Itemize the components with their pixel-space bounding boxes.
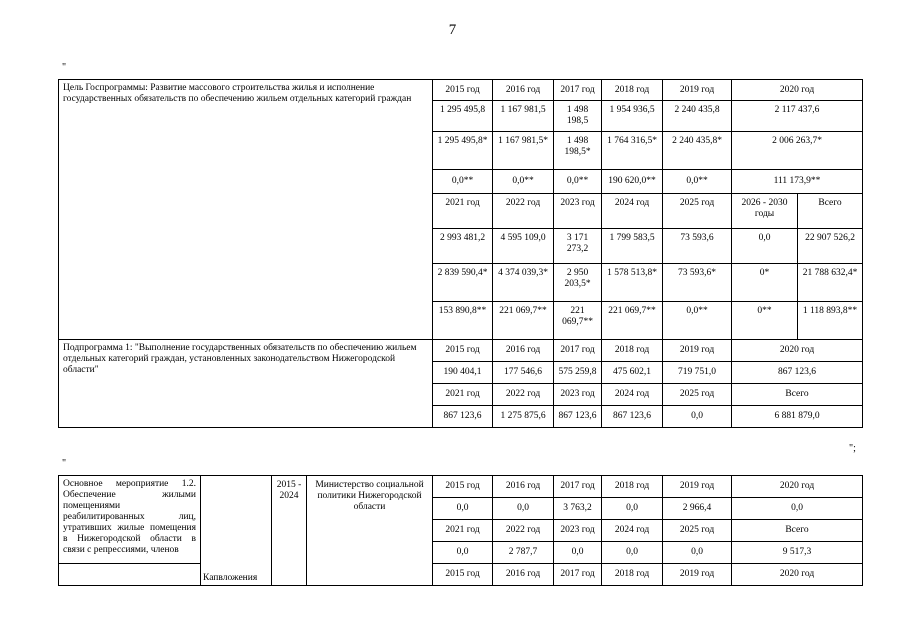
page-number: 7 (448, 22, 457, 38)
value-cell: 73 593,6* (663, 264, 732, 302)
value-cell: 1 764 316,5* (602, 132, 663, 170)
subprogram-1-title: Подпрограмма 1: "Выполнение государственных обязательств по обеспечению жильем отдельных категорий граждан, установленных законодательством Нижегородской области" (59, 340, 433, 428)
value-cell: 1 167 981,5* (493, 132, 554, 170)
value-cell: 0,0 (433, 498, 493, 520)
year-header: 2019 год (663, 80, 732, 101)
capital-investment-label: Капвложения (201, 564, 272, 586)
year-header: 2021 год (433, 520, 493, 542)
value-cell: 0* (732, 264, 798, 302)
value-cell: 2 950 203,5* (554, 264, 602, 302)
value-cell: 1 578 513,8* (602, 264, 663, 302)
value-cell: 0,0 (663, 542, 732, 564)
year-header: 2020 год (732, 340, 863, 362)
value-cell: 0,0 (433, 542, 493, 564)
year-header: 2020 год (732, 80, 863, 101)
responsible-ministry: Министерство социальной политики Нижегородской области (307, 476, 433, 586)
total-header: Всего (732, 520, 863, 542)
year-header: 2015 год (433, 564, 493, 586)
value-cell: 1 799 583,5 (602, 229, 663, 264)
goal-financing-table (58, 79, 863, 428)
year-header: 2017 год (554, 476, 602, 498)
value-cell: 221 069,7** (493, 302, 554, 340)
value-cell: 2 839 590,4* (433, 264, 493, 302)
year-header: 2022 год (493, 384, 554, 406)
value-cell: 9 517,3 (732, 542, 863, 564)
value-cell: 867 123,6 (433, 406, 493, 428)
year-header: 2023 год (554, 520, 602, 542)
year-header: 2019 год (663, 476, 732, 498)
value-cell: 0,0 (602, 542, 663, 564)
value-cell: 221 069,7** (554, 302, 602, 340)
value-cell: 2 993 481,2 (433, 229, 493, 264)
value-cell: 2 006 263,7* (732, 132, 863, 170)
year-header: 2021 год (433, 384, 493, 406)
main-event-description: Основное мероприятие 1.2. Обеспечение жилыми помещениями реабилитированных лиц, утративших жилые помещения в Нижегородской области в связи с репрессиями, членов (59, 476, 201, 564)
year-header: 2023 год (554, 194, 602, 229)
value-cell: 867 123,6 (732, 362, 863, 384)
value-cell: 0** (732, 302, 798, 340)
year-header: 2025 год (663, 194, 732, 229)
total-header: Всего (798, 194, 863, 229)
year-header: 2024 год (602, 384, 663, 406)
value-cell: 4 374 039,3* (493, 264, 554, 302)
value-cell: 1 295 495,8 (433, 101, 493, 132)
opening-quote: " (62, 458, 67, 469)
year-header: 2025 год (663, 520, 732, 542)
value-cell: 3 763,2 (554, 498, 602, 520)
year-header: 2024 год (602, 520, 663, 542)
value-cell: 4 595 109,0 (493, 229, 554, 264)
value-cell: 1 295 495,8* (433, 132, 493, 170)
value-cell: 0,0 (663, 406, 732, 428)
value-cell: 575 259,8 (554, 362, 602, 384)
empty-cell (59, 564, 201, 586)
value-cell: 867 123,6 (602, 406, 663, 428)
year-header: 2018 год (602, 340, 663, 362)
value-cell: 1 498 198,5* (554, 132, 602, 170)
value-cell: 867 123,6 (554, 406, 602, 428)
year-header: 2019 год (663, 564, 732, 586)
value-cell: 111 173,9** (732, 170, 863, 194)
year-header: 2017 год (554, 340, 602, 362)
value-cell: 190 404,1 (433, 362, 493, 384)
value-cell: 0,0** (493, 170, 554, 194)
year-header: 2018 год (602, 476, 663, 498)
year-header: 2023 год (554, 384, 602, 406)
value-cell: 2 240 435,8 (663, 101, 732, 132)
year-header: 2022 год (493, 520, 554, 542)
closing-quote: "; (849, 443, 856, 454)
value-cell: 2 966,4 (663, 498, 732, 520)
event-period: 2015 - 2024 (272, 476, 307, 586)
value-cell: 1 954 936,5 (602, 101, 663, 132)
year-header: 2020 год (732, 564, 863, 586)
year-header: 2016 год (493, 340, 554, 362)
value-cell: 6 881 879,0 (732, 406, 863, 428)
program-goal: Цель Госпрограммы: Развитие массового строительства жилья и исполнение государственных обязательств по обеспечению жильем отдельных категорий граждан (59, 80, 433, 340)
total-header: Всего (732, 384, 863, 406)
value-cell: 2 787,7 (493, 542, 554, 564)
empty-cell (201, 476, 272, 564)
year-header: 2015 год (433, 80, 493, 101)
value-cell: 73 593,6 (663, 229, 732, 264)
value-cell: 0,0 (732, 229, 798, 264)
year-header: 2022 год (493, 194, 554, 229)
year-header: 2017 год (554, 80, 602, 101)
year-header: 2025 год (663, 384, 732, 406)
year-header: 2018 год (602, 80, 663, 101)
value-cell: 1 118 893,8** (798, 302, 863, 340)
value-cell: 21 788 632,4* (798, 264, 863, 302)
year-header: 2021 год (433, 194, 493, 229)
value-cell: 1 275 875,6 (493, 406, 554, 428)
year-header: 2018 год (602, 564, 663, 586)
year-header: 2020 год (732, 476, 863, 498)
value-cell: 475 602,1 (602, 362, 663, 384)
value-cell: 0,0** (433, 170, 493, 194)
value-cell: 1 167 981,5 (493, 101, 554, 132)
value-cell: 0,0 (554, 542, 602, 564)
year-header: 2016 год (493, 80, 554, 101)
value-cell: 0,0 (602, 498, 663, 520)
year-header: 2015 год (433, 340, 493, 362)
value-cell: 221 069,7** (602, 302, 663, 340)
year-header: 2017 год (554, 564, 602, 586)
value-cell: 0,0** (554, 170, 602, 194)
value-cell: 0,0** (663, 170, 732, 194)
year-header: 2016 год (493, 564, 554, 586)
value-cell: 719 751,0 (663, 362, 732, 384)
year-header: 2016 год (493, 476, 554, 498)
value-cell: 0,0** (663, 302, 732, 340)
value-cell: 177 546,6 (493, 362, 554, 384)
year-header: 2026 - 2030 годы (732, 194, 798, 229)
value-cell: 1 498 198,5 (554, 101, 602, 132)
value-cell: 2 117 437,6 (732, 101, 863, 132)
value-cell: 3 171 273,2 (554, 229, 602, 264)
value-cell: 2 240 435,8* (663, 132, 732, 170)
year-header: 2024 год (602, 194, 663, 229)
year-header: 2019 год (663, 340, 732, 362)
value-cell: 190 620,0** (602, 170, 663, 194)
value-cell: 0,0 (732, 498, 863, 520)
value-cell: 22 907 526,2 (798, 229, 863, 264)
value-cell: 153 890,8** (433, 302, 493, 340)
main-event-table (58, 475, 863, 586)
opening-quote: " (62, 62, 67, 73)
value-cell: 0,0 (493, 498, 554, 520)
year-header: 2015 год (433, 476, 493, 498)
